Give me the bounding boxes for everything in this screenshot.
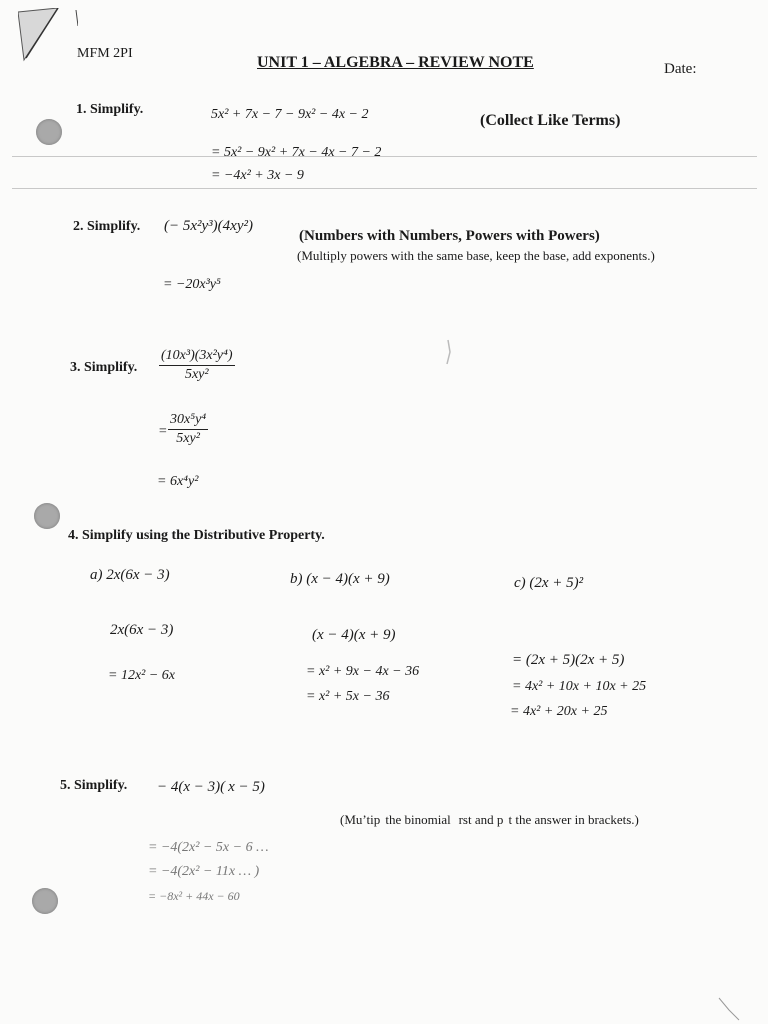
- q5-step1: = −4(2x² − 5x − 6 …: [148, 840, 269, 855]
- q1-hint: (Collect Like Terms): [480, 112, 621, 129]
- q4a-restate: 2x(6x − 3): [110, 622, 174, 638]
- punch-hole-bottom: [32, 888, 58, 914]
- q4c-step1: = (2x + 5)(2x + 5): [512, 652, 625, 668]
- q1-expression: 5x² + 7x − 7 − 9x² − 4x − 2: [211, 107, 369, 122]
- q4b-step1: = x² + 9x − 4x − 36: [306, 664, 420, 679]
- q4c-prompt: c) (2x + 5)²: [514, 575, 584, 591]
- q3-numerator: (10x³)(3x²y⁴): [159, 348, 235, 366]
- date-label: Date:: [664, 61, 697, 77]
- course-code: MFM 2PI: [77, 46, 133, 61]
- q2-subhint: (Multiply powers with the same base, keep the base, add exponents.): [297, 248, 655, 263]
- q4b-restate: (x − 4)(x + 9): [312, 627, 396, 643]
- q3-fraction: [159, 348, 235, 383]
- punch-hole-middle: [34, 503, 60, 529]
- q1-step1: = 5x² − 9x² + 7x − 4x − 7 − 2: [211, 145, 382, 160]
- q5-step2: = −4(2x² − 11x … ): [148, 864, 260, 879]
- q4-label: 4. Simplify using the Distributive Property.: [68, 528, 325, 543]
- q2-hint: (Numbers with Numbers, Powers with Powers): [299, 228, 600, 244]
- ruled-line: [12, 156, 757, 157]
- q3-denominator: 5xy²: [184, 367, 209, 382]
- q3-step-numerator: 30x⁵y⁴: [168, 412, 208, 430]
- q5-step3: = −8x² + 44x − 60: [148, 889, 240, 903]
- q3-label: 3. Simplify.: [70, 360, 138, 375]
- q3-step-fraction: [168, 412, 208, 447]
- q2-expression: (− 5x²y³)(4xy²): [164, 218, 253, 234]
- scan-speck-icon: [715, 994, 745, 1024]
- q4c-answer: = 4x² + 20x + 25: [510, 704, 608, 719]
- q4a-prompt: a) 2x(6x − 3): [90, 567, 170, 583]
- q4b-prompt: b) (x − 4)(x + 9): [290, 571, 390, 587]
- corner-mark-icon: [18, 8, 78, 68]
- q3-answer: = 6x⁴y²: [157, 474, 199, 489]
- q3-step-denominator: 5xy²: [176, 431, 200, 446]
- scan-speck-icon: [440, 338, 460, 368]
- page-title: UNIT 1 – ALGEBRA – REVIEW NOTE: [257, 54, 534, 71]
- q2-label: 2. Simplify.: [73, 219, 141, 234]
- q5-expression: − 4(x − 3)( x − 5): [157, 779, 265, 795]
- q4b-answer: = x² + 5x − 36: [306, 689, 390, 704]
- q3-step-equals: =: [158, 424, 168, 439]
- q5-hint: (Mu’tip the binomial rst and p t the answer in brackets.): [340, 812, 639, 827]
- q5-label: 5. Simplify.: [60, 778, 128, 793]
- q1-step2: = −4x² + 3x − 9: [211, 168, 304, 183]
- q1-label: 1. Simplify.: [76, 102, 144, 117]
- punch-hole-top: [36, 119, 62, 145]
- q2-answer: = −20x³y⁵: [163, 277, 221, 292]
- q4a-answer: = 12x² − 6x: [108, 668, 176, 683]
- q4c-step2: = 4x² + 10x + 10x + 25: [512, 679, 647, 694]
- ruled-line: [12, 188, 757, 189]
